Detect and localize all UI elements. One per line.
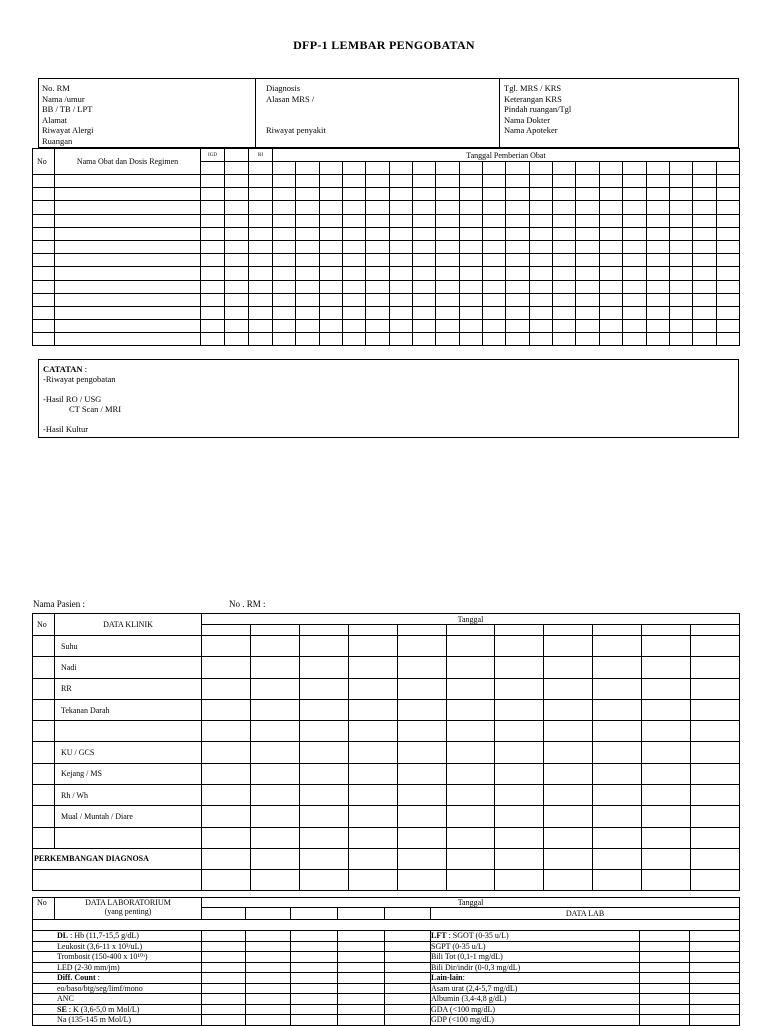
header-field: Ruangan — [42, 135, 73, 146]
notes-line: CT Scan / MRI — [69, 404, 122, 414]
lab-left-item: DL : Hb (11,7-15,5 g/dL) — [33, 931, 202, 942]
header-col-patient — [42, 83, 94, 146]
lab-right-item: Bili Dir/indir (0-0,3 mg/dL) — [431, 962, 640, 973]
notes-line: -Hasil RO / USG — [43, 394, 102, 404]
header-col-admission — [504, 83, 571, 136]
lab-left-item: Trombosit (150-400 x 10¹⁰ᶟ) — [33, 952, 202, 963]
medication-row — [33, 267, 740, 280]
lab-right-item: GDA (<100 mg/dL) — [431, 1004, 640, 1015]
col-clinical-data: DATA KLINIK — [55, 614, 202, 636]
lab-row — [33, 983, 740, 994]
notes-line: -Hasil Kultur — [43, 424, 89, 434]
header-field: Alasan MRS / — [266, 93, 315, 104]
clinical-row-label: Rh / Wh — [55, 785, 202, 806]
lab-right-item: LFT : SGOT (0-35 u/L) — [431, 931, 640, 942]
rm-label: No . RM : — [229, 599, 266, 609]
clinical-row — [33, 742, 740, 763]
header-field: Riwayat Alergi — [42, 125, 94, 135]
col-date-given: Tanggal Pemberian Obat — [273, 149, 740, 162]
lab-row — [33, 994, 740, 1005]
lab-right-item: Albumin (3,4-4,8 g/dL) — [431, 994, 640, 1005]
lab-row — [33, 931, 740, 942]
lab-left-item: LED (2-30 mm/jm) — [33, 962, 202, 973]
medication-row — [33, 306, 740, 319]
clinical-row — [33, 678, 740, 699]
header-field: BB / TB / LPT — [42, 104, 93, 114]
notes-label: CATATAN — [43, 364, 83, 374]
col-drug-name: Nama Obat dan Dosis Regimen — [55, 149, 201, 175]
clinical-row — [33, 636, 740, 657]
lab-left-item: Na (135-145 m Mol/L) — [33, 1015, 202, 1026]
clinical-row-label: Kejang / MS — [55, 763, 202, 784]
medication-row — [33, 320, 740, 333]
clinical-row — [33, 721, 740, 742]
col-lab-data: DATA LABORATORIUM (yang penting) — [55, 898, 202, 920]
medication-row — [33, 254, 740, 267]
lab-left-item: ANC — [33, 994, 202, 1005]
clinical-row-label: Mual / Muntah / Diare — [55, 806, 202, 827]
medication-row — [33, 280, 740, 293]
header-col-diagnosis — [266, 83, 326, 136]
lab-row — [33, 952, 740, 963]
lab-left-item: Diff. Count : — [33, 973, 202, 984]
clinical-row — [33, 869, 740, 890]
lab-row — [33, 962, 740, 973]
lab-right-item: Lain-lain: — [431, 973, 640, 984]
clinical-row-label: Tekanan Darah — [55, 699, 202, 720]
medication-row — [33, 293, 740, 306]
col-data-lab: DATA LAB — [431, 908, 740, 920]
header-field: Pindah ruangan/Tgl — [504, 104, 572, 114]
lab-right-item: SGPT (0-35 u/L) — [431, 941, 640, 952]
col-date: Tanggal — [202, 898, 740, 908]
header-field: Nama Apoteker — [504, 125, 558, 135]
clinical-row — [33, 763, 740, 784]
clinical-row — [33, 827, 740, 848]
lab-row — [33, 1004, 740, 1015]
clinical-row-label: KU / GCS — [55, 742, 202, 763]
clinical-row-label — [55, 827, 202, 848]
col-no: No — [33, 898, 55, 920]
notes-line: -Riwayat pengobatan — [43, 374, 116, 384]
medication-row — [33, 188, 740, 201]
header-field: Diagnosis — [266, 83, 300, 93]
notes-box: CATATAN : -Riwayat pengobatan -Hasil RO / USG CT Scan / MRI -Hasil Kultur — [38, 359, 739, 438]
lab-row — [33, 941, 740, 952]
header-field: Tgl. MRS / KRS — [504, 83, 562, 93]
clinical-row — [33, 785, 740, 806]
clinical-row — [33, 657, 740, 678]
patient-name-label: Nama Pasien : — [33, 599, 85, 609]
diagnosis-progress-label: PERKEMBANGAN DIAGNOSA — [33, 848, 202, 869]
lab-right-item: Bili Tot (0,1-1 mg/dL) — [431, 952, 640, 963]
medication-row — [33, 240, 740, 253]
medication-row — [33, 214, 740, 227]
lab-row — [33, 973, 740, 984]
clinical-row-label: RR — [55, 678, 202, 699]
medication-row — [33, 333, 740, 346]
medication-row — [33, 201, 740, 214]
lab-row — [33, 1015, 740, 1026]
header-field: Nama /umur — [42, 93, 85, 104]
clinical-row-label: Suhu — [55, 636, 202, 657]
lab-left-item: Leukosit (3,6-11 x 10³/uL) — [33, 941, 202, 952]
clinical-row-label: Nadi — [55, 657, 202, 678]
medication-table — [32, 148, 740, 346]
col-no: No — [33, 614, 55, 636]
header-field: Nama Dokter — [504, 114, 551, 125]
medication-row — [33, 227, 740, 240]
medication-row — [33, 175, 740, 188]
page-title: DFP-1 LEMBAR PENGOBATAN — [293, 38, 475, 52]
lab-left-item: SE : K (3,6-5,0 m Mol/L) — [33, 1004, 202, 1015]
header-field: Alamat — [42, 114, 68, 125]
header-field: No. RM — [42, 83, 70, 93]
col-igd: IGD — [201, 149, 225, 162]
clinical-data-table — [32, 613, 740, 891]
col-no: No — [33, 149, 55, 175]
lab-data-table — [32, 897, 740, 1026]
col-ri: RI — [249, 149, 273, 162]
header-field: Keterangan KRS — [504, 93, 562, 104]
clinical-row — [33, 699, 740, 720]
clinical-row-label — [55, 721, 202, 742]
col-date: Tanggal — [202, 614, 740, 625]
patient-header-box — [38, 78, 739, 148]
lab-right-item: Asam urat (2,4-5,7 mg/dL) — [431, 983, 640, 994]
lab-right-item: GDP (<100 mg/dL) — [431, 1015, 640, 1026]
clinical-row — [33, 806, 740, 827]
header-field: Riwayat penyakit — [266, 125, 326, 135]
lab-left-item: eo/baso/btg/seg/limf/mono — [33, 983, 202, 994]
